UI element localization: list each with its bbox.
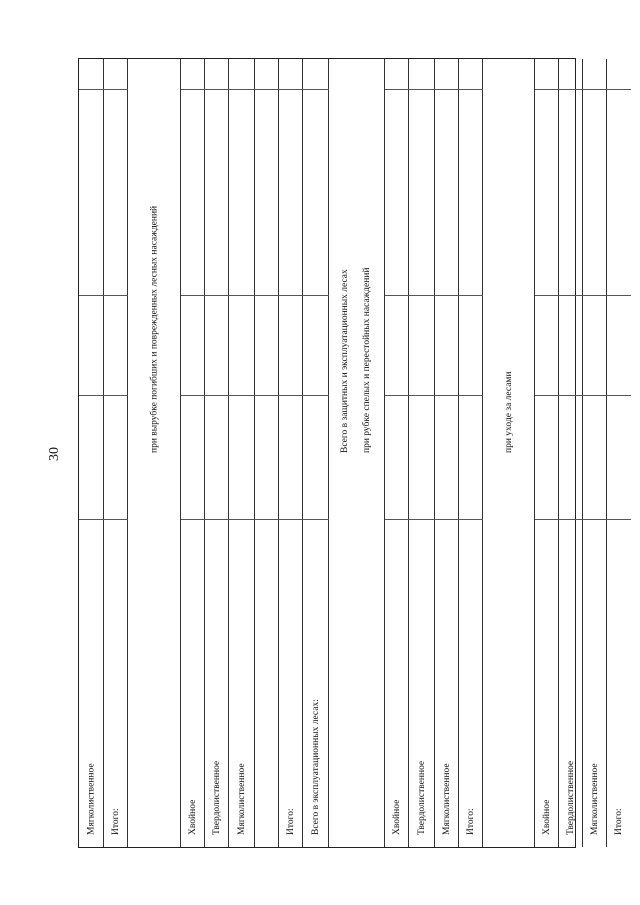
cell-divider [435,519,459,520]
cell-divider [255,89,279,90]
row-label: Хвойное [392,799,402,835]
cell-divider [79,295,104,296]
cell-divider [607,295,631,296]
rotated-table [78,58,624,848]
cell-divider [79,395,104,396]
row-label: Мягколиственное [590,763,600,835]
table-row [583,59,607,847]
cell-divider [559,519,583,520]
cell-divider [303,89,329,90]
cell-divider [181,295,205,296]
section-header-row [329,59,385,847]
cell-divider [385,519,409,520]
cell-divider [205,519,229,520]
cell-divider [255,519,279,520]
row-label: Твердолиственное [417,760,427,835]
cell-divider [459,295,483,296]
cell-divider [79,519,104,520]
cell-divider [535,395,559,396]
cell-divider [583,519,607,520]
cell-divider [104,395,128,396]
cell-divider [79,89,104,90]
cell-divider [255,295,279,296]
table-row [104,59,128,847]
table-row [559,59,583,847]
table-row [279,59,303,847]
cell-divider [435,89,459,90]
row-label: Мягколиственное [442,763,452,835]
cell-divider [409,395,435,396]
cell-divider [459,89,483,90]
cell-divider [559,295,583,296]
table-row [255,59,279,847]
cell-divider [279,519,303,520]
row-label: Мягколиственное [237,763,247,835]
cell-divider [459,519,483,520]
table-row [205,59,229,847]
cell-divider [205,395,229,396]
cell-divider [303,519,329,520]
row-label: Итого: [466,808,476,835]
cell-divider [607,89,631,90]
cell-divider [279,295,303,296]
table-row [409,59,435,847]
cell-divider [205,89,229,90]
cell-divider [385,89,409,90]
section-header-row [483,59,535,847]
section-title: при вырубке погибших и поврежденных лесных насаждений [149,205,160,453]
cell-divider [104,519,128,520]
cell-divider [409,89,435,90]
cell-divider [385,395,409,396]
row-label: Итого: [111,808,121,835]
cell-divider [583,295,607,296]
table-row [535,59,559,847]
cell-divider [181,89,205,90]
cell-divider [459,395,483,396]
cell-divider [559,395,583,396]
cell-divider [205,295,229,296]
row-label: Всего в эксплуатационных лесах: [311,699,321,835]
row-label: Итого: [614,808,624,835]
cell-divider [583,89,607,90]
cell-divider [229,295,255,296]
cell-divider [303,395,329,396]
row-label: Итого: [286,808,296,835]
cell-divider [583,395,607,396]
page-number: 30 [47,447,62,461]
table-row [303,59,329,847]
cell-divider [279,89,303,90]
cell-divider [607,395,631,396]
table-row [459,59,483,847]
cell-divider [229,395,255,396]
cell-divider [104,89,128,90]
cell-divider [607,519,631,520]
row-label: Твердолиственное [212,760,222,835]
section-header-row [128,59,181,847]
table-row [229,59,255,847]
cell-divider [535,519,559,520]
cell-divider [181,395,205,396]
cell-divider [279,395,303,396]
cell-divider [535,295,559,296]
cell-divider [181,519,205,520]
cell-divider [255,395,279,396]
cell-divider [435,395,459,396]
cell-divider [409,295,435,296]
table-row [79,59,104,847]
cell-divider [435,295,459,296]
cell-divider [229,519,255,520]
section-title-line-2: при рубке спелых и перестойных насаждений [362,267,372,453]
cell-divider [229,89,255,90]
table-row [181,59,205,847]
cell-divider [385,295,409,296]
table-row [385,59,409,847]
cell-divider [559,89,583,90]
section-title: при уходе за лесами [504,371,514,453]
table-row [607,59,631,847]
row-label: Твердолиственное [566,760,576,835]
row-label: Хвойное [188,799,198,835]
cell-divider [104,295,128,296]
table-row [435,59,459,847]
cell-divider [303,295,329,296]
section-title-line-1: Всего в защитных и эксплуатационных лесах [340,269,350,453]
cell-divider [535,89,559,90]
row-label: Хвойное [542,799,552,835]
cell-divider [409,519,435,520]
row-label: Мягколиственное [86,763,97,835]
